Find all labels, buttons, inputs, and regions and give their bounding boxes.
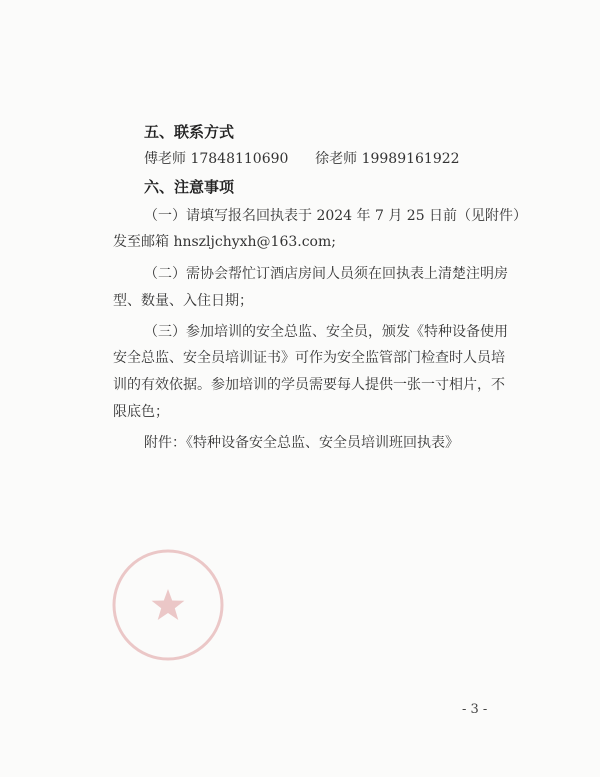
- note-1-line-1: （一）请填写报名回执表于 2024 年 7 月 25 日前（见附件）: [144, 208, 528, 224]
- seal-star-icon: [152, 589, 185, 620]
- note-2-line-1: （二）需协会帮忙订酒店房间人员须在回执表上清楚注明房: [144, 266, 508, 282]
- note-3-line-3: 训的有效依据。参加培训的学员需要每人提供一张一寸相片，不: [113, 377, 505, 393]
- note-1-line-2: 发至邮箱 hnszljchyxh@163.com;: [113, 234, 336, 250]
- contact-line: 傅老师 17848110690 徐老师 19989161922: [144, 151, 460, 167]
- note-3-line-2: 安全总监、安全员培训证书》可作为安全监管部门检查时人员培: [113, 350, 505, 366]
- contact-heading: 五、联系方式: [144, 123, 235, 141]
- notes-heading: 六、注意事项: [144, 178, 235, 196]
- note-2-line-2: 型、数量、入住日期；: [113, 293, 253, 309]
- official-seal-stamp: [108, 545, 228, 665]
- attachment-line: 附件：《特种设备安全总监、安全员培训班回执表》: [144, 435, 459, 451]
- page-number: - 3 -: [462, 702, 488, 717]
- note-3-line-4: 限底色；: [113, 404, 169, 420]
- note-3-line-1: （三）参加培训的安全总监、安全员，颁发《特种设备使用: [144, 324, 508, 340]
